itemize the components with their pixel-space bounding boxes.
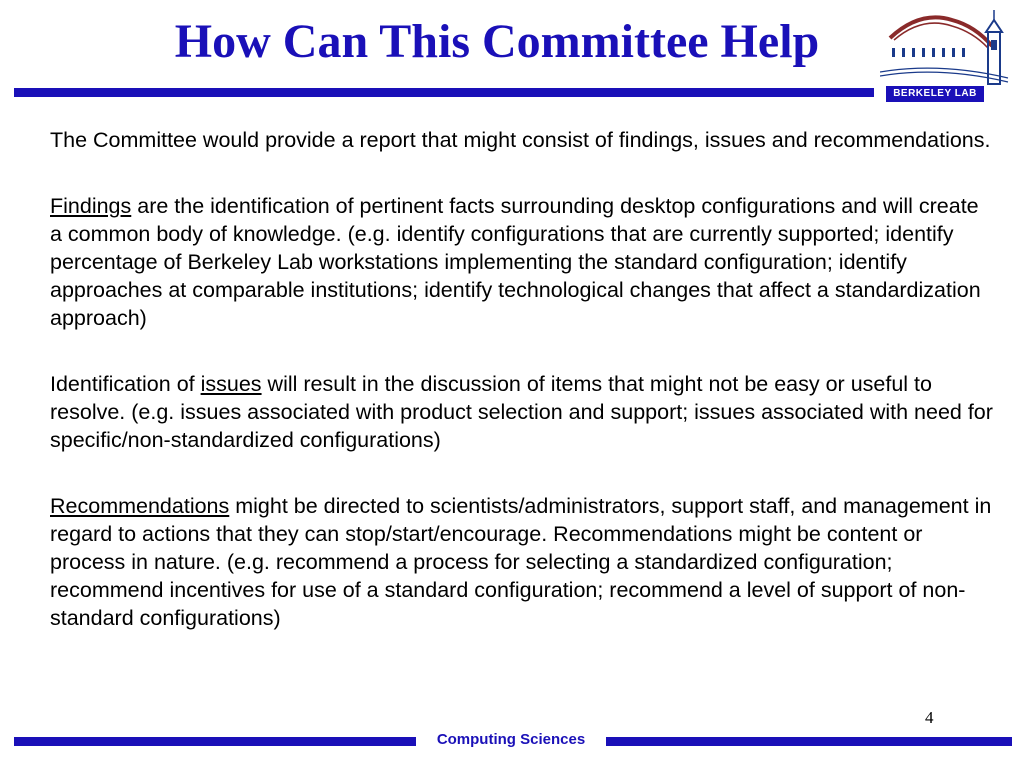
issues-paragraph xyxy=(50,370,995,454)
intro-text: The Committee would provide a report that might consist of findings, issues and recommendations. xyxy=(50,128,991,152)
issues-prefix: Identification of xyxy=(50,372,201,396)
slide-title-text: How Can This Committee Help xyxy=(174,15,820,68)
slide-body xyxy=(50,126,995,670)
findings-term: Findings xyxy=(50,194,132,218)
berkeley-lab-logo-icon xyxy=(880,6,1016,104)
recommendations-text: might be directed to scientists/administrators, support staff, and management in regard to actions that they can stop/start/encourage. Recommendations might be content or process in nature. (e.g. recommend a process for selecting a standardized configuration; recommend incentives for use of a standard configuration; recommend a level of support of non-standard configurations) xyxy=(50,494,992,630)
footer-rule-left xyxy=(14,737,416,746)
findings-paragraph xyxy=(50,192,995,332)
intro-paragraph xyxy=(50,126,995,154)
recommendations-paragraph xyxy=(50,492,995,632)
footer-label: Computing Sciences xyxy=(436,731,586,748)
logo-text: BERKELEY LAB xyxy=(893,88,977,99)
title-divider xyxy=(14,88,874,97)
recommendations-term: Recommendations xyxy=(50,494,230,518)
slide-title xyxy=(0,14,1010,70)
page-number: 4 xyxy=(925,708,934,727)
issues-term: issues xyxy=(200,372,262,396)
issues-text: will result in the discussion of items that might not be easy or useful to resolve. (e.g. issues associated with product selection and support; issues associated with need for specific/non-standardized configurations) xyxy=(50,372,993,452)
footer-rule-right xyxy=(606,737,1012,746)
findings-text: are the identification of pertinent facts surrounding desktop configurations and will create a common body of knowledge. (e.g. identify configurations that are currently supported; identify percentage of Berkeley Lab workstations implementing the standard configuration; identify approaches at comparable institutions; identify technological changes that affect a standardization approach) xyxy=(50,194,981,330)
